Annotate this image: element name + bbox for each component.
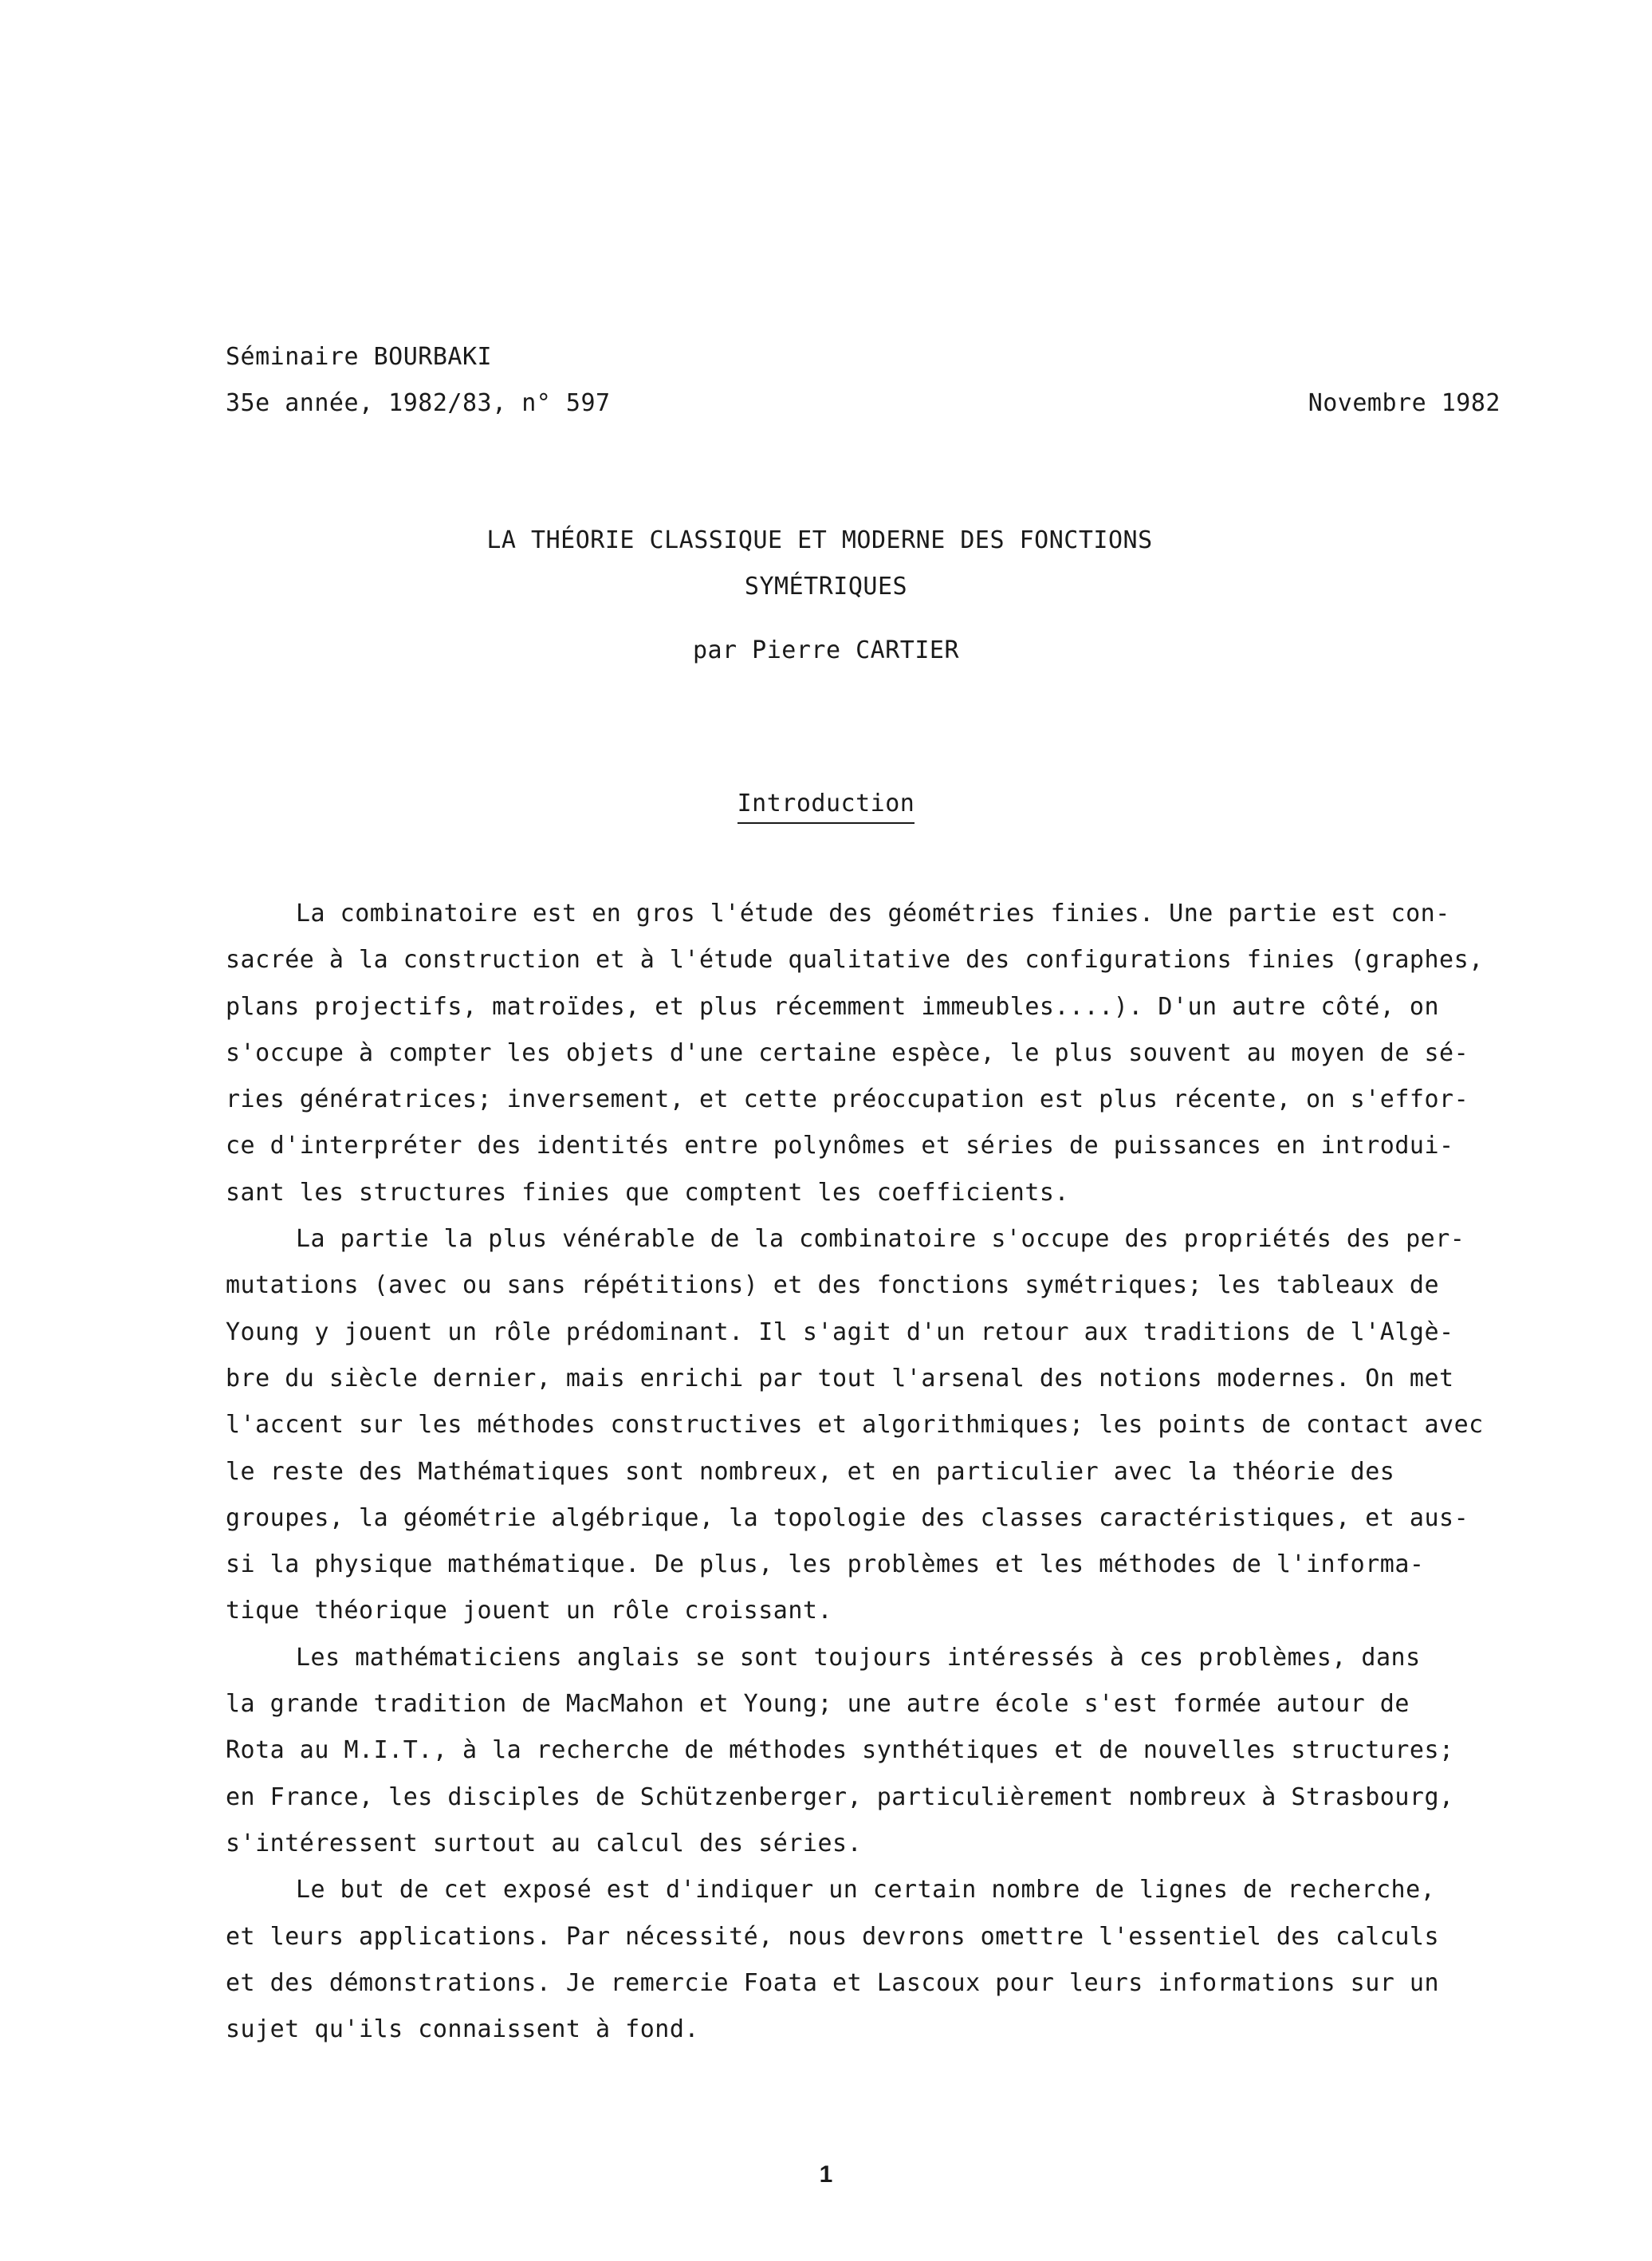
text-line: sujet qu'ils connaissent à fond. [226,2015,699,2044]
text-line: ries génératrices; inversement, et cette préoccupation est plus récente, on s'effor- [226,1085,1469,1114]
section-heading [0,790,1652,824]
page-number: 1 [819,2161,833,2188]
section-heading-text: Introduction [738,790,915,824]
paragraph [226,1635,1533,1867]
text-line: s'intéressent surtout au calcul des séries. [226,1829,863,1857]
volume-info: 35e année, 1982/83, n° 597 [226,389,611,417]
text-line: en France, les disciples de Schützenberger, particulièrement nombreux à Strasbourg, [226,1782,1454,1811]
body-text [226,891,1533,2053]
text-line: et des démonstrations. Je remercie Foata et Lascoux pour leurs informations sur un [226,1968,1440,1997]
title-line-1: LA THÉORIE CLASSIQUE ET MODERNE DES FONCTIONS [486,526,1153,554]
title-line-2: SYMÉTRIQUES [744,573,908,601]
text-line: s'occupe à compter les objets d'une certaine espèce, le plus souvent au moyen de sé- [226,1038,1469,1067]
text-line: bre du siècle dernier, mais enrichi par tout l'arsenal des notions modernes. On met [226,1364,1454,1392]
seminar-series: Séminaire BOURBAKI [226,343,493,371]
paragraph [226,891,1533,1216]
text-line: sacrée à la construction et à l'étude qualitative des configurations finies (graphes, [226,946,1484,975]
text-line: la grande tradition de MacMahon et Young; une autre école s'est formée autour de [226,1690,1410,1719]
text-line: Le but de cet exposé est d'indiquer un certain nombre de lignes de recherche, [296,1876,1436,1905]
paragraph [226,1867,1533,2053]
text-line: La partie la plus vénérable de la combinatoire s'occupe des propriétés des per- [296,1225,1465,1254]
publication-date: Novembre 1982 [1308,389,1501,417]
text-line: Rota au M.I.T., à la recherche de méthodes synthétiques et de nouvelles structures; [226,1736,1454,1765]
text-line: si la physique mathématique. De plus, les problèmes et les méthodes de l'informa- [226,1550,1425,1579]
text-line: tique théorique jouent un rôle croissant. [226,1597,833,1625]
text-line: Les mathématiciens anglais se sont toujours intéressés à ces problèmes, dans [296,1643,1421,1672]
author-line: par Pierre CARTIER [692,636,960,664]
paragraph [226,1216,1533,1635]
text-line: plans projectifs, matroïdes, et plus récemment immeubles....). D'un autre côté, on [226,992,1440,1021]
text-line: La combinatoire est en gros l'étude des géométries finies. Une partie est con- [296,900,1450,928]
text-line: groupes, la géométrie algébrique, la topologie des classes caractéristiques, et aus- [226,1503,1469,1532]
text-line: le reste des Mathématiques sont nombreux, et en particulier avec la théorie des [226,1457,1395,1486]
text-line: Young y jouent un rôle prédominant. Il s'agit d'un retour aux traditions de l'Algè- [226,1318,1454,1346]
text-line: mutations (avec ou sans répétitions) et des fonctions symétriques; les tableaux de [226,1271,1440,1300]
text-line: sant les structures finies que comptent les coefficients. [226,1178,1070,1207]
text-line: ce d'interpréter des identités entre polynômes et séries de puissances en introdui- [226,1132,1454,1160]
text-line: et leurs applications. Par nécessité, nous devrons omettre l'essentiel des calculs [226,1922,1440,1951]
text-line: l'accent sur les méthodes constructives et algorithmiques; les points de contact avec [226,1411,1484,1440]
